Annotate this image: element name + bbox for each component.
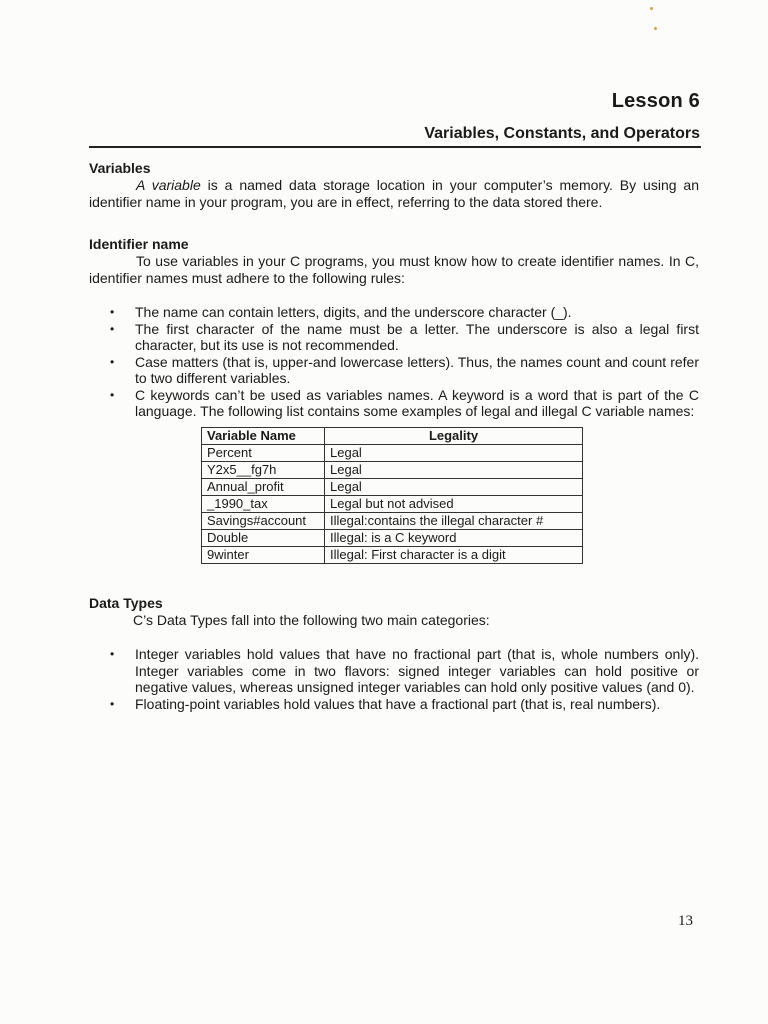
table-row: Annual_profit Legal xyxy=(202,478,583,495)
lesson-subtitle: Variables, Constants, and Operators xyxy=(424,125,700,142)
list-item: • The name can contain letters, digits, and the underscore character (_). xyxy=(110,304,572,320)
bullet-icon: • xyxy=(110,647,115,661)
table-row: _1990_tax Legal but not advised xyxy=(202,495,583,512)
identifier-rules-list xyxy=(89,304,699,420)
table-row: Savings#account Illegal:contains the illegal character # xyxy=(202,512,583,529)
bullet-icon: • xyxy=(110,321,115,336)
table-row: 9winter Illegal: First character is a digit xyxy=(202,546,583,563)
table-row: Y2x5__fg7h Legal xyxy=(202,461,583,478)
variable-term: A variable xyxy=(136,177,201,193)
page-number: 13 xyxy=(678,913,693,929)
list-item: • Case matters (that is, upper-and lowercase letters). Thus, the names count and count refer to two different variables. xyxy=(110,353,699,386)
variables-paragraph xyxy=(89,177,699,210)
list-item: • Floating-point variables hold values that have a fractional part (that is, real numbers). xyxy=(110,695,661,712)
scan-speck xyxy=(654,27,657,30)
data-types-list xyxy=(89,646,699,712)
data-types-intro: C’s Data Types fall into the following two main categories: xyxy=(133,611,490,628)
list-item: • Integer variables hold values that have no fractional part (that is, whole numbers only). Integer variables come in two flavors: signed integer variables can hold positive or negative values, whereas unsigned integer variables can hold only positive values (and 0). xyxy=(110,646,699,695)
bullet-icon: • xyxy=(110,387,115,402)
list-item: • The first character of the name must be a letter. The underscore is also a legal first character, but its use is not recommended. xyxy=(110,320,699,353)
column-header: Variable Name xyxy=(202,427,325,444)
table-row: Double Illegal: is a C keyword xyxy=(202,529,583,546)
header-rule xyxy=(89,146,701,148)
bullet-icon: • xyxy=(110,305,115,319)
column-header: Legality xyxy=(325,427,583,444)
table-row: Percent Legal xyxy=(202,444,583,461)
bullet-icon: • xyxy=(110,696,115,711)
table-header-row xyxy=(202,427,583,444)
identifier-heading: Identifier name xyxy=(89,236,189,252)
variable-names-table xyxy=(201,427,583,564)
variables-text: is a named data storage location in your computer’s memory. By using an identifier name in your program, you are in effect, referring to the data stored there. xyxy=(89,177,699,210)
data-types-heading: Data Types xyxy=(89,594,163,611)
lesson-title: Lesson 6 xyxy=(611,90,700,112)
bullet-icon: • xyxy=(110,354,115,369)
page-body xyxy=(89,160,699,712)
scan-speck xyxy=(650,7,653,10)
identifier-intro: To use variables in your C programs, you must know how to create identifier names. In C, identifier names must adhere to the following rules: xyxy=(89,253,699,286)
variables-heading: Variables xyxy=(89,160,151,176)
list-item: • C keywords can’t be used as variables names. A keyword is a word that is part of the C language. The following list contains some examples of legal and illegal C variable names: xyxy=(110,386,699,419)
